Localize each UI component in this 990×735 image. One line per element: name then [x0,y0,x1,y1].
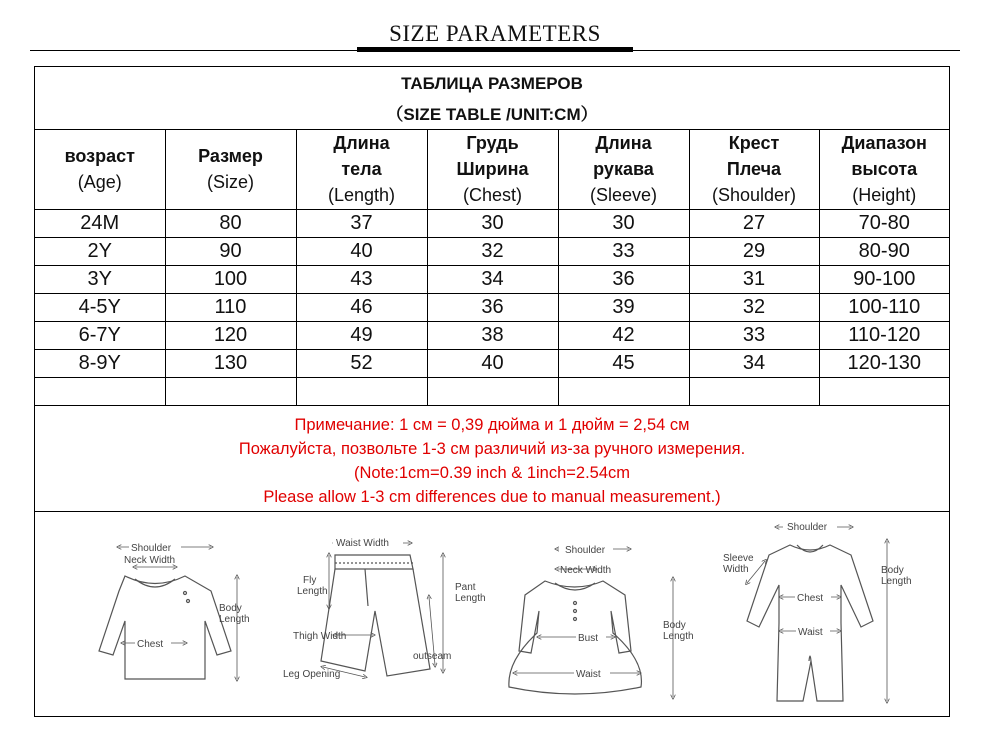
table-cell: 110 [165,294,296,322]
table-cell: 120 [165,322,296,350]
table-cell: 40 [296,238,427,266]
romper-length-label: Length [881,576,912,587]
page-header [0,18,990,58]
table-cell [427,378,558,406]
column-header [558,129,689,210]
pants-waist-label: Waist Width [336,538,389,549]
table-cell [35,378,165,406]
table-cell: 4-5Y [35,294,165,322]
column-header-ru: Крест [728,133,780,153]
column-header-en: (Length) [327,185,396,205]
table-cell: 36 [558,266,689,294]
column-header-en: (Chest) [462,185,522,205]
table-cell: 30 [427,210,558,238]
table-cell [819,378,949,406]
column-header-ru: высота [851,159,918,179]
table-cell: 29 [689,238,819,266]
table-cell: 100-110 [819,294,949,322]
table-cell: 80-90 [819,238,949,266]
column-header [35,129,165,210]
romper-chest-label: Chest [797,593,824,604]
table-cell [296,378,427,406]
romper-sleeve-width-label: Width [723,564,749,575]
dress-length-label: Length [663,631,694,642]
shirt-shoulder-label: Shoulder [131,543,172,554]
diagrams-svg [35,511,949,717]
table-cell: 45 [558,350,689,378]
column-header-en: (Shoulder) [711,185,797,205]
column-header-ru: возраст [64,146,135,166]
table-cell: 42 [558,322,689,350]
column-header [427,129,558,210]
table-cell: 100 [165,266,296,294]
dress-waist-label: Waist [576,669,601,680]
shirt-body-label: Body [219,603,242,614]
measurement-diagrams [35,511,949,717]
table-cell: 32 [689,294,819,322]
note-line: Примечание: 1 см = 0,39 дюйма и 1 дюйм = 2,54 см [294,416,690,434]
column-header-ru: Размер [198,146,263,166]
table-title-en: （SIZE TABLE /UNIT:CM） [386,105,598,124]
table-cell: 34 [689,350,819,378]
column-header-ru: Плеча [726,159,782,179]
table-row [35,266,949,294]
table-cell [689,378,819,406]
table-cell: 6-7Y [35,322,165,350]
table-cell: 120-130 [819,350,949,378]
table-cell: 40 [427,350,558,378]
page-title: SIZE PARAMETERS [389,21,601,46]
shirt-chest-label: Chest [137,639,164,650]
dress-bust-label: Bust [578,633,599,644]
column-header-en: (Age) [77,172,122,192]
pants-pant-length-label: Length [455,593,486,604]
header-rule-accent [357,47,633,52]
column-header [296,129,427,210]
shirt-diagram [99,576,231,679]
column-header [165,129,296,210]
pants-leg-label: Leg Opening [283,669,341,680]
table-cell: 34 [427,266,558,294]
column-header-ru: Длина [333,133,390,153]
note-line: Пожалуйста, позвольте 1-3 см различий из-за ручного измерения. [238,440,746,458]
romper-waist-label: Waist [798,627,823,638]
column-header-ru: рукава [593,159,654,179]
shirt-neck-label: Neck Width [124,555,176,566]
table-cell: 49 [296,322,427,350]
table-cell: 2Y [35,238,165,266]
size-table [35,129,949,406]
table-cell: 90-100 [819,266,949,294]
table-cell: 8-9Y [35,350,165,378]
table-row [35,294,949,322]
table-cell: 37 [296,210,427,238]
table-cell: 31 [689,266,819,294]
table-row [35,238,949,266]
table-cell: 3Y [35,266,165,294]
note-line: (Note:1cm=0.39 inch & 1inch=2.54cm [353,464,631,482]
table-cell [165,378,296,406]
table-cell: 90 [165,238,296,266]
column-header [689,129,819,210]
table-title [35,67,949,130]
table-cell: 24M [35,210,165,238]
column-header-en: (Sleeve) [589,185,658,205]
table-title-ru: ТАБЛИЦА РАЗМЕРОВ [401,74,583,93]
table-row [35,322,949,350]
column-header [819,129,949,210]
pants-fly-length-label: Length [297,586,328,597]
table-cell [558,378,689,406]
table-cell: 70-80 [819,210,949,238]
table-cell: 43 [296,266,427,294]
column-header-en: (Height) [852,185,917,205]
table-cell: 46 [296,294,427,322]
table-header-row [35,129,949,210]
romper-sleeve-label: Sleeve [723,553,754,564]
table-cell: 52 [296,350,427,378]
pants-pant-label: Pant [455,582,476,593]
table-cell: 39 [558,294,689,322]
dress-neck-label: Neck Width [560,565,612,576]
table-row [35,378,949,406]
dress-shoulder-label: Shoulder [565,545,606,556]
table-row [35,350,949,378]
table-cell: 80 [165,210,296,238]
table-cell: 110-120 [819,322,949,350]
note-line: Please allow 1-3 cm differences due to manual measurement.) [263,488,721,506]
table-cell: 33 [558,238,689,266]
column-header-en: (Size) [206,172,254,192]
column-header-ru: Грудь [466,133,519,153]
table-cell: 33 [689,322,819,350]
column-header-ru: Длина [595,133,652,153]
pants-outseam-label: outseam [413,651,452,662]
table-cell: 30 [558,210,689,238]
table-row [35,210,949,238]
romper-shoulder-label: Shoulder [787,522,828,533]
measurement-notes [35,408,949,512]
table-cell: 130 [165,350,296,378]
shirt-length-label: Length [219,614,250,625]
size-chart-frame [34,66,950,717]
table-cell: 38 [427,322,558,350]
pants-thigh-label: Thigh Width [293,631,347,642]
romper-body-label: Body [881,565,904,576]
romper-diagram [747,545,873,701]
pants-fly-label: Fly [303,575,317,586]
table-cell: 36 [427,294,558,322]
column-header-ru: Диапазон [841,133,927,153]
table-cell: 27 [689,210,819,238]
column-header-ru: тела [341,159,382,179]
column-header-ru: Ширина [456,159,529,179]
dress-body-label: Body [663,620,686,631]
table-cell: 32 [427,238,558,266]
